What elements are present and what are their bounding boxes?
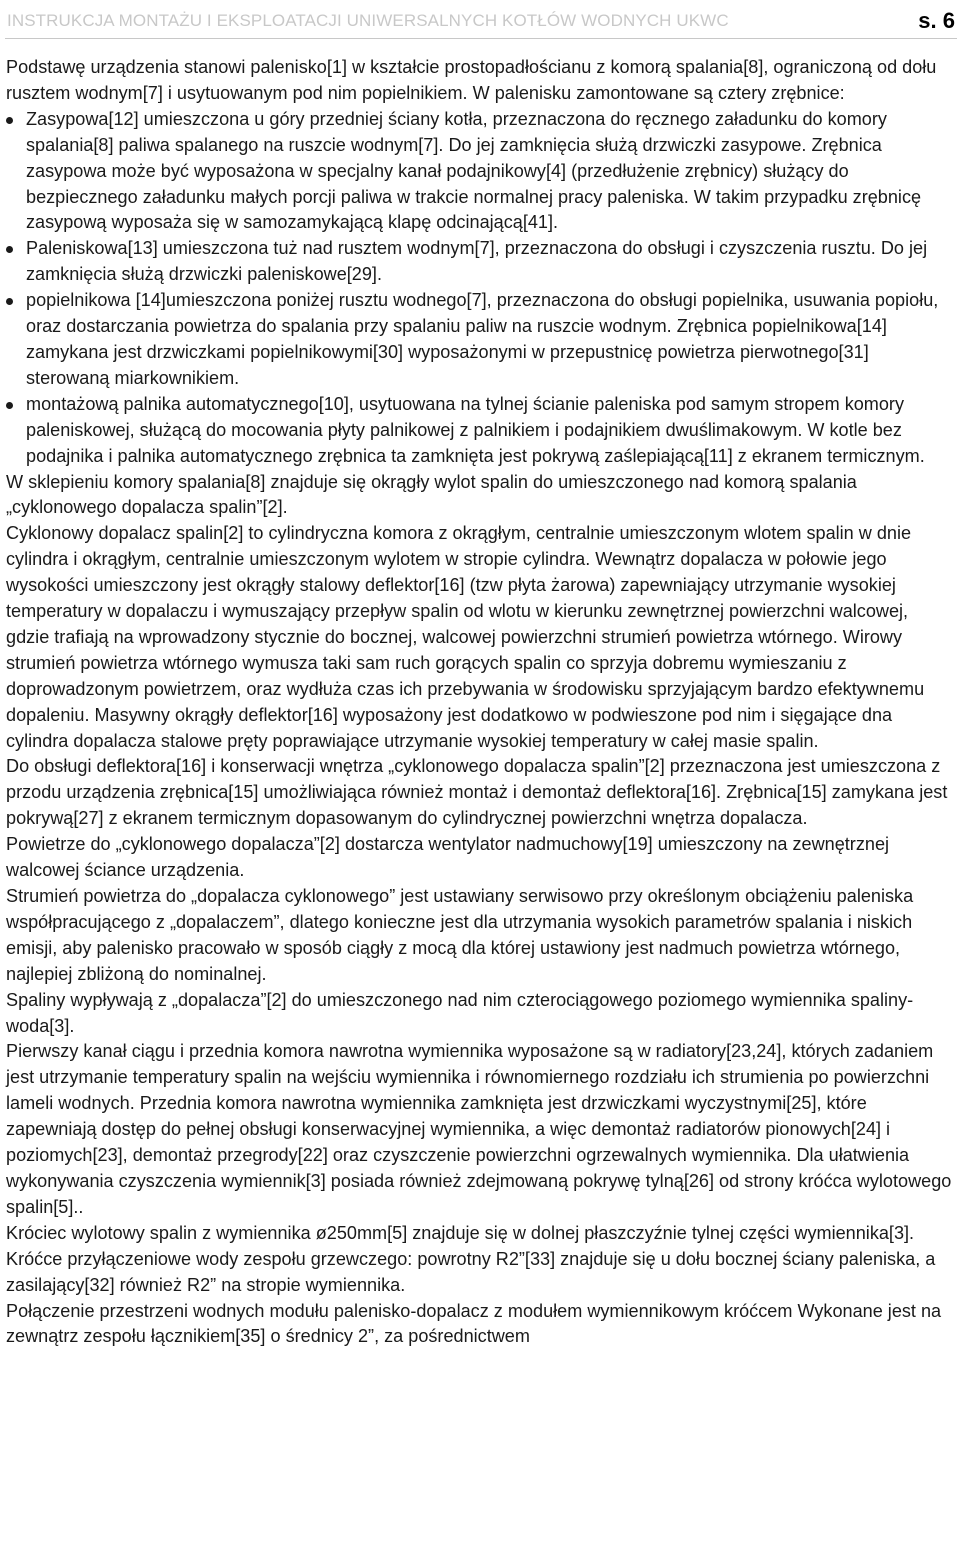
bullet-list [6,107,956,470]
header-divider [5,38,957,39]
list-item [6,288,956,392]
paragraph: Strumień powietrza do „dopalacza cyklonowego” jest ustawiany serwisowo przy określonym obciążeniu paleniska współpracującego z „dopalaczem”, dlatego konieczne jest dla utrzymania wysokich parametrów spalania i niskich emisji, aby palenisko pracowało w sposób ciągły z mocą dla której ustawiony jest nadmuch powietrza wtórnego, najlepiej zbliżoną do nominalnej. [6,886,914,984]
list-item [6,392,956,470]
bullet-icon [6,246,13,253]
list-item-text: Zasypowa[12] umieszczona u góry przedniej ściany kotła, przeznaczona do ręcznego załadunku do komory spalania[8] paliwa spalanego na ruszcie wodnym[7]. Do jej zamknięcia służą drzwiczki zasypowe. Zrębnica zasypowa może być wyposażona w specjalny kanał podajnikowy[4] (przedłużenie zrębnicy) służący do bezpiecznego załadunku małych porcji paliwa w trakcie normalnej pracy paleniska. W takim przypadku zrębnicę zasypową wyposaża się w samozamykającą klapę odcinającą[41]. [26,108,922,233]
paragraph: Króćce przyłączeniowe wody zespołu grzewczego: powrotny R2”[33] znajduje się u dołu bocznej ściany paleniska, a zasilający[32] również R2” na stropie wymiennika. [6,1248,936,1295]
list-item-text: popielnikowa [14]umieszczona poniżej rusztu wodnego[7], przeznaczona do obsługi popielnika, usuwania popiołu, oraz dostarczania powietrza do spalania przy spalaniu paliw na ruszcie wodnym. Zrębnica popielnikowa[14] zamykana jest drzwiczkami popielnikowymi[30] wyposażonymi w przepustnicę powietrza pierwotnego[31] sterowaną miarkownikiem. [26,290,939,388]
paragraph: Króciec wylotowy spalin z wymiennika ø250mm[5] znajduje się w dolnej płaszczyźnie tylnej części wymiennika[3]. [6,1222,915,1243]
list-item-text: montażową palnika automatycznego[10], usytuowana na tylnej ścianie paleniska pod samym stropem komory paleniskowej, służącą do mocowania płyty palnikowej z palnikiem i podajnikiem dwuślimakowym. W kotle bez podajnika i palnika automatycznego zrębnica ta zamknięta jest pokrywą zaślepiającą[11] z ekranem termicznym. [26,393,925,466]
paragraph: Pierwszy kanał ciągu i przednia komora nawrotna wymiennika wyposażone są w radiatory[23,24], których zadaniem jest utrzymanie temperatury spalin na wejściu wymiennika i równomiernego rozdziału ich strumienia po powierzchni lameli wodnych. Przednia komora nawrotna wymiennika zamknięta jest drzwiczkami wyczystnymi[25], które zapewniają dostęp do pełnej obsługi konserwacyjnej wymiennika, a więc demontaż radiatorów pionowych[24] i poziomych[23], demontaż przegrody[22] oraz czyszczenie powierzchni ogrzewalnych wymiennika. Dla ułatwienia wykonywania czyszczenia wymiennik[3] posiada również zdejmowaną pokrywę tylną[26] od strony króćca wylotowego spalin[5].. [6,1041,952,1217]
paragraph: Powietrze do „cyklonowego dopalacza”[2] dostarcza wentylator nadmuchowy[19] umieszczony na zewnętrznej walcowej ściance urządzenia. [6,834,890,881]
list-item [6,236,956,288]
list-item [6,107,956,237]
paragraph: Spaliny wypływają z „dopalacza”[2] do umieszczonego nad nim czterociągowego poziomego wymiennika spaliny-woda[3]. [6,989,914,1036]
intro-paragraph: Podstawę urządzenia stanowi palenisko[1] w kształcie prostopadłościanu z komorą spalania[8], ograniczoną od dołu rusztem wodnym[7] i usytuowanym pod nim popielnikiem. W palenisku zamontowane są cztery zrębnice: [6,57,937,103]
bullet-icon [6,117,13,124]
bullet-icon [6,402,13,409]
paragraph: W sklepieniu komory spalania[8] znajduje się okrągły wylot spalin do umieszczonego nad komorą spalania „cyklonowego dopalacza spalin”[2]. [6,471,857,518]
list-item-text: Paleniskowa[13] umieszczona tuż nad rusztem wodnym[7], przeznaczona do obsługi i czyszczenia rusztu. Do jej zamknięcia służą drzwiczki paleniskowe[29]. [26,238,928,285]
paragraph: Do obsługi deflektora[16] i konserwacji wnętrza „cyklonowego dopalacza spalin”[2] przeznaczona jest umieszczona z przodu urządzenia zrębnica[15] umożliwiająca również montaż i demontaż deflektora[16]. Zrębnica[15] zamykana jest pokrywą[27] z ekranem termicznym dopasowanym do cylindrycznej powierzchni wnętrza dopalacza. [6,756,948,829]
paragraph: Połączenie przestrzeni wodnych modułu palenisko-dopalacz z modułem wymiennikowym króćcem Wykonane jest na zewnątrz zespołu łącznikiem[35] o średnicy 2”, za pośrednictwem [6,1300,942,1347]
page-number: s. 6 [918,8,955,33]
page-header [5,8,957,39]
bullet-icon [6,298,13,305]
paragraph: Cyklonowy dopalacz spalin[2] to cylindryczna komora z okrągłym, centralnie umieszczonym wlotem spalin w dnie cylindra i okrągłym, centralnie umieszczonym wylotem w stropie cylindra. Wewnątrz dopalacza w połowie jego wysokości umieszczony jest okrągły stalowy deflektor[16] (tzw płyta żarowa) zapewniający utrzymanie wysokiej temperatury w dopalaczu i wymuszający przepływ spalin od wlotu w kierunku zewnętrznej powierzchni walcowej, gdzie trafiają na wprowadzony stycznie do bocznej, walcowej powierzchni strumień powietrza wtórnego. Wirowy strumień powietrza wtórnego wymusza taki sam ruch gorących spalin co sprzyja dobremu wymieszaniu z doprowadzonym powietrzem, oraz wydłuża czas ich przebywania w środowisku sprzyjającym bardzo efektywnemu dopaleniu. Masywny okrągły deflektor[16] wyposażony jest dodatkowo w podwieszone pod nim i sięgające dna cylindra dopalacza stalowe pręty poprawiające utrzymanie wysokiej temperatury w całej masie spalin. [6,523,925,751]
body-text [6,55,956,1350]
header-title: INSTRUKCJA MONTAŻU I EKSPLOATACJI UNIWERSALNYCH KOTŁÓW WODNYCH UKWC [7,11,729,30]
